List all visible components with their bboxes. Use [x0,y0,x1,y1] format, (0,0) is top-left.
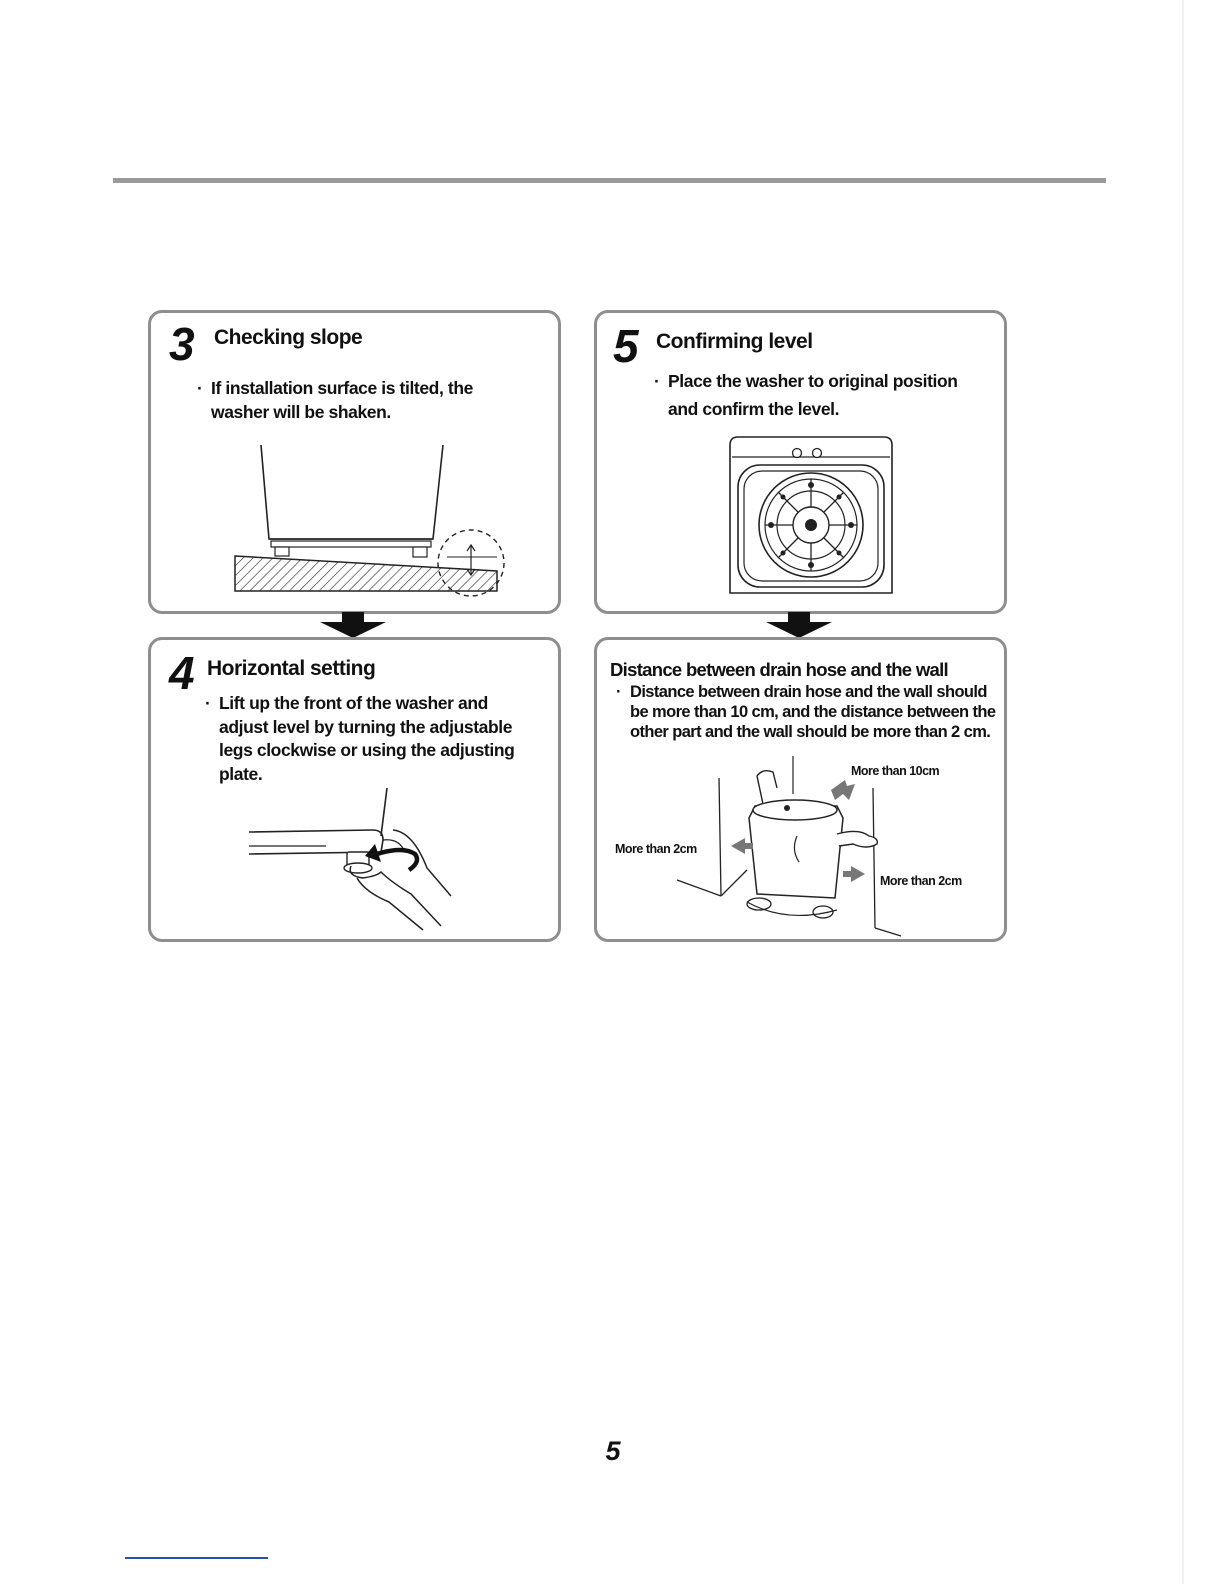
step-5-panel [594,310,1007,614]
step-4-text-content: Lift up the front of the washer and adjust level by turning the adjustable legs clockwise or using the adjusting plate. [219,693,515,784]
distance-title: Distance between drain hose and the wall [610,659,948,680]
step-4-number: 4 [169,647,195,699]
step-3-number: 3 [169,318,195,370]
step-4-title: Horizontal setting [207,657,376,680]
label-more-than-2cm-right: More than 2cm [880,874,962,888]
step-3-panel [148,310,561,614]
step-5-text-content: Place the washer to original position and confirm the level. [668,371,958,419]
bullet: · [616,683,621,701]
bullet: · [654,371,660,391]
bullet: · [197,378,203,398]
step-5-number: 5 [613,320,639,372]
down-arrow-icon [320,612,386,638]
adjust-leg-illustration [151,640,564,945]
label-more-than-2cm-left: More than 2cm [615,842,697,856]
page-edge [1182,0,1184,1584]
bullet: · [205,693,211,713]
step-4-panel [148,637,561,942]
down-arrow-icon [766,612,832,638]
wall-distance-illustration [597,640,1010,945]
header-rule [113,178,1106,183]
step-3-title: Checking slope [214,326,363,349]
distance-text-content: Distance between drain hose and the wall should be more than 10 cm, and the distance between the other part and the wall should be more than 2 cm. [630,683,996,741]
footer-link-underline [125,1557,268,1559]
distance-panel [594,637,1007,942]
step-3-text-content: If installation surface is tilted, the washer will be shaken. [211,378,473,422]
step-5-title: Confirming level [656,330,813,353]
washer-top-view-illustration [597,313,1010,617]
label-more-than-10cm: More than 10cm [851,764,940,778]
page-number: 5 [605,1436,621,1466]
slope-illustration [151,313,564,617]
